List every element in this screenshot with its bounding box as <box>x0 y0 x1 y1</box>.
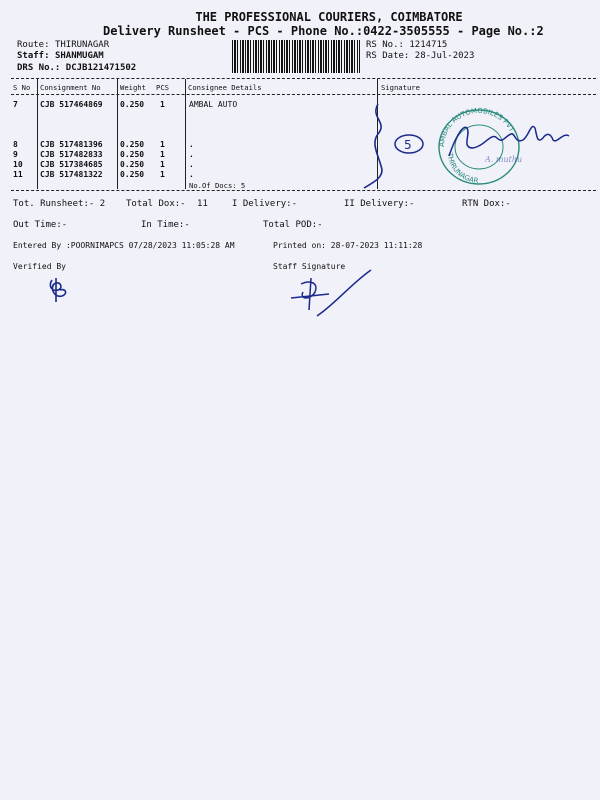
col-header-sno: S No <box>13 83 31 92</box>
rs-date-info <box>366 51 474 61</box>
cell-sno: 10 <box>13 160 23 169</box>
cell-pcs: 1 <box>160 140 165 149</box>
col-divider <box>117 79 118 189</box>
out-time: Out Time:- <box>13 220 68 230</box>
route-info <box>17 40 109 50</box>
staff-info <box>17 51 104 61</box>
col-header-signature: Signature <box>381 83 420 92</box>
tot-runsheet-value: 2 <box>99 199 106 209</box>
rs-no-label: RS No.: <box>366 40 404 50</box>
verified-by-label: Verified By <box>13 262 66 271</box>
staff-value: SHANMUGAM <box>54 51 104 61</box>
table-header-rule <box>11 94 596 95</box>
signature-text: A. muthu <box>485 155 523 164</box>
stamp-top-text: AMBAL AUTOMOBILES PVT <box>437 106 516 148</box>
printed-on: Printed on: 28-07-2023 11:11:28 <box>273 241 423 250</box>
entered-by: Entered By :POORNIMAPCS 07/28/2023 11:05:28 AM <box>13 241 235 250</box>
route-value: THIRUNAGAR <box>54 40 110 50</box>
cell-consignment: CJB 517481396 <box>40 140 103 149</box>
drs-info <box>17 63 136 73</box>
staff-signature <box>285 264 377 320</box>
rs-no-value: 1214715 <box>409 40 448 50</box>
cell-consignee: . <box>189 160 194 169</box>
cell-consignment: CJB 517482833 <box>40 150 103 159</box>
cell-sno: 9 <box>13 150 18 159</box>
table-bottom-rule <box>11 190 596 191</box>
total-dox-label: Total Dox:- <box>126 199 186 209</box>
no-of-docs: No.Of Docs: 5 <box>189 181 246 190</box>
cell-weight: 0.250 <box>120 170 145 179</box>
total-pod: Total POD:- <box>263 220 323 230</box>
circled-number <box>392 132 426 156</box>
cell-consignee: AMBAL AUTO <box>189 100 238 109</box>
cell-sno: 11 <box>13 170 23 179</box>
tot-runsheet-label: Tot. Runsheet:- <box>13 199 95 209</box>
col-header-pcs: PCS <box>156 83 169 92</box>
barcode <box>232 40 360 73</box>
cell-weight: 0.250 <box>120 140 145 149</box>
total-dox <box>126 199 208 209</box>
cell-consignee: . <box>189 150 194 159</box>
verifier-signature <box>44 276 74 304</box>
total-dox-value: 11 <box>197 199 208 209</box>
circled-number-text: 5 <box>404 138 412 152</box>
rs-date-label: RS Date: <box>366 51 410 61</box>
col-header-weight: Weight <box>120 83 146 92</box>
col-header-consignment: Consignment No <box>40 83 101 92</box>
cell-consignment: CJB 517481322 <box>40 170 103 179</box>
staff-label: Staff: <box>17 51 50 61</box>
staff-signature-label: Staff Signature <box>273 262 346 271</box>
rs-no-info <box>366 40 447 50</box>
cell-consignment: CJB 517384685 <box>40 160 103 169</box>
col-divider <box>37 79 38 189</box>
drs-value: DCJB121471502 <box>65 63 137 73</box>
cell-weight: 0.250 <box>120 160 145 169</box>
table-top-rule <box>11 78 596 79</box>
company-title: THE PROFESSIONAL COURIERS, COIMBATORE <box>195 10 463 24</box>
col-divider <box>185 79 186 189</box>
cell-consignee: . <box>189 140 194 149</box>
ii-delivery: II Delivery:- <box>344 199 415 209</box>
stamp-bottom-text: THIRUNAGAR <box>445 152 479 186</box>
rs-date-value: 28-Jul-2023 <box>414 51 475 61</box>
cell-consignee: . <box>189 170 194 179</box>
tot-runsheet <box>13 199 105 209</box>
cell-pcs: 1 <box>160 100 165 109</box>
route-label: Route: <box>17 40 50 50</box>
i-delivery: I Delivery:- <box>232 199 298 209</box>
cell-consignment: CJB 517464869 <box>40 100 103 109</box>
cell-weight: 0.250 <box>120 100 145 109</box>
cell-pcs: 1 <box>160 160 165 169</box>
rtn-dox: RTN Dox:- <box>462 199 511 209</box>
col-header-consignee: Consignee Details <box>188 83 262 92</box>
runsheet-subtitle: Delivery Runsheet - PCS - Phone No.:0422-3505555 - Page No.:2 <box>103 24 544 38</box>
consignee-signature <box>445 118 580 164</box>
drs-label: DRS No.: <box>17 63 61 73</box>
cell-pcs: 1 <box>160 170 165 179</box>
in-time: In Time:- <box>141 220 190 230</box>
cell-sno: 7 <box>13 100 18 109</box>
cell-weight: 0.250 <box>120 150 145 159</box>
cell-sno: 8 <box>13 140 18 149</box>
cell-pcs: 1 <box>160 150 165 159</box>
